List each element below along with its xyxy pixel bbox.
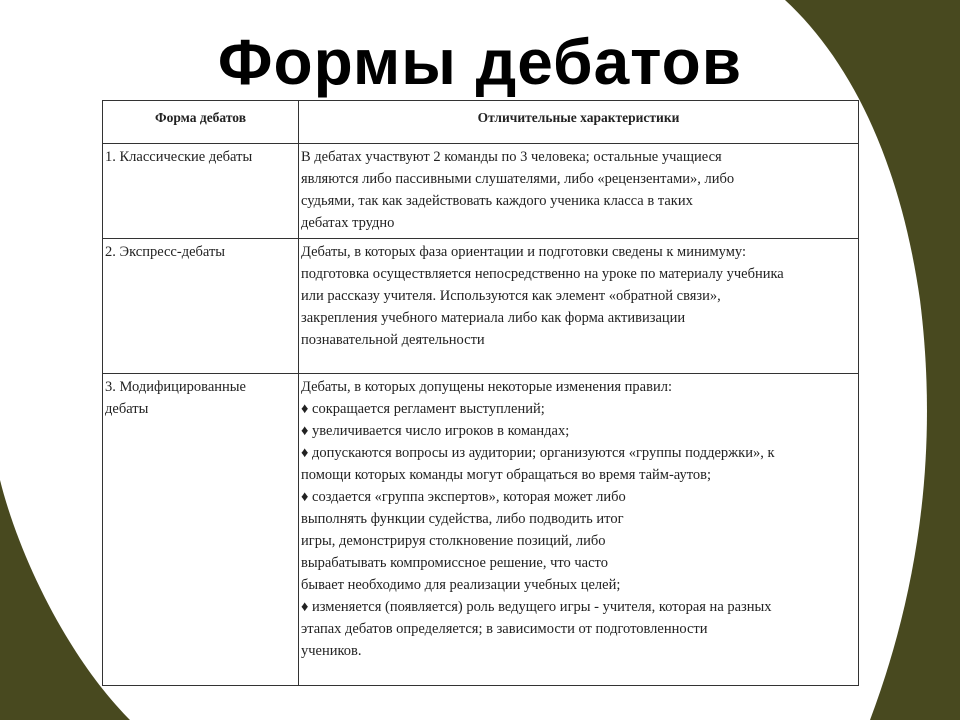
desc-line: бывает необходимо для реализации учебных целей;	[301, 577, 621, 593]
description-cell	[299, 239, 859, 374]
header-characteristics: Отличительные характеристики	[299, 101, 859, 144]
form-text: 1. Классические дебаты	[105, 149, 253, 165]
desc-line: ♦ увеличивается число игроков в командах;	[301, 423, 570, 439]
table-row	[103, 374, 859, 686]
desc-line: вырабатывать компромиссное решение, что часто	[301, 555, 608, 571]
table-row	[103, 144, 859, 239]
desc-line: дебатах трудно	[301, 215, 395, 231]
form-text: 3. Модифицированные	[105, 379, 246, 395]
table-row	[103, 239, 859, 374]
desc-line: В дебатах участвуют 2 команды по 3 человека; остальные учащиеся	[301, 149, 722, 165]
desc-line: являются либо пассивными слушателями, либо «рецензентами», либо	[301, 171, 735, 187]
debate-forms-table	[102, 100, 859, 686]
desc-line: ♦ сокращается регламент выступлений;	[301, 401, 545, 417]
desc-line: познавательной деятельности	[301, 332, 485, 348]
table-header-row	[103, 101, 859, 144]
description-cell	[299, 144, 859, 239]
desc-line: или рассказу учителя. Используются как элемент «обратной связи»,	[301, 288, 721, 304]
desc-line: выполнять функции судейства, либо подводить итог	[301, 511, 624, 527]
desc-line: закрепления учебного материала либо как форма активизации	[301, 310, 686, 326]
desc-line: ♦ допускаются вопросы из аудитории; организуются «группы поддержки», к	[301, 445, 775, 461]
desc-line: этапах дебатов определяется; в зависимости от подготовленности	[301, 621, 708, 637]
form-cell	[103, 239, 299, 374]
desc-line: судьями, так как задействовать каждого ученика класса в таких	[301, 193, 693, 209]
form-cell	[103, 374, 299, 686]
description-cell	[299, 374, 859, 686]
desc-line: подготовка осуществляется непосредственно на уроке по материалу учебника	[301, 266, 784, 282]
form-cell	[103, 144, 299, 239]
form-text: дебаты	[105, 401, 149, 417]
page-title: Формы дебатов	[217, 26, 743, 98]
desc-line: ♦ создается «группа экспертов», которая может либо	[301, 489, 626, 505]
header-form: Форма дебатов	[103, 101, 299, 144]
desc-line: учеников.	[301, 643, 362, 659]
desc-line: Дебаты, в которых допущены некоторые изменения правил:	[301, 379, 672, 395]
desc-line: игры, демонстрируя столкновение позиций, либо	[301, 533, 606, 549]
desc-line: ♦ изменяется (появляется) роль ведущего игры - учителя, которая на разных	[301, 599, 772, 615]
desc-line: помощи которых команды могут обращаться во время тайм-аутов;	[301, 467, 712, 483]
desc-line: Дебаты, в которых фаза ориентации и подготовки сведены к минимуму:	[301, 244, 746, 260]
form-text: 2. Экспресс-дебаты	[105, 244, 226, 260]
